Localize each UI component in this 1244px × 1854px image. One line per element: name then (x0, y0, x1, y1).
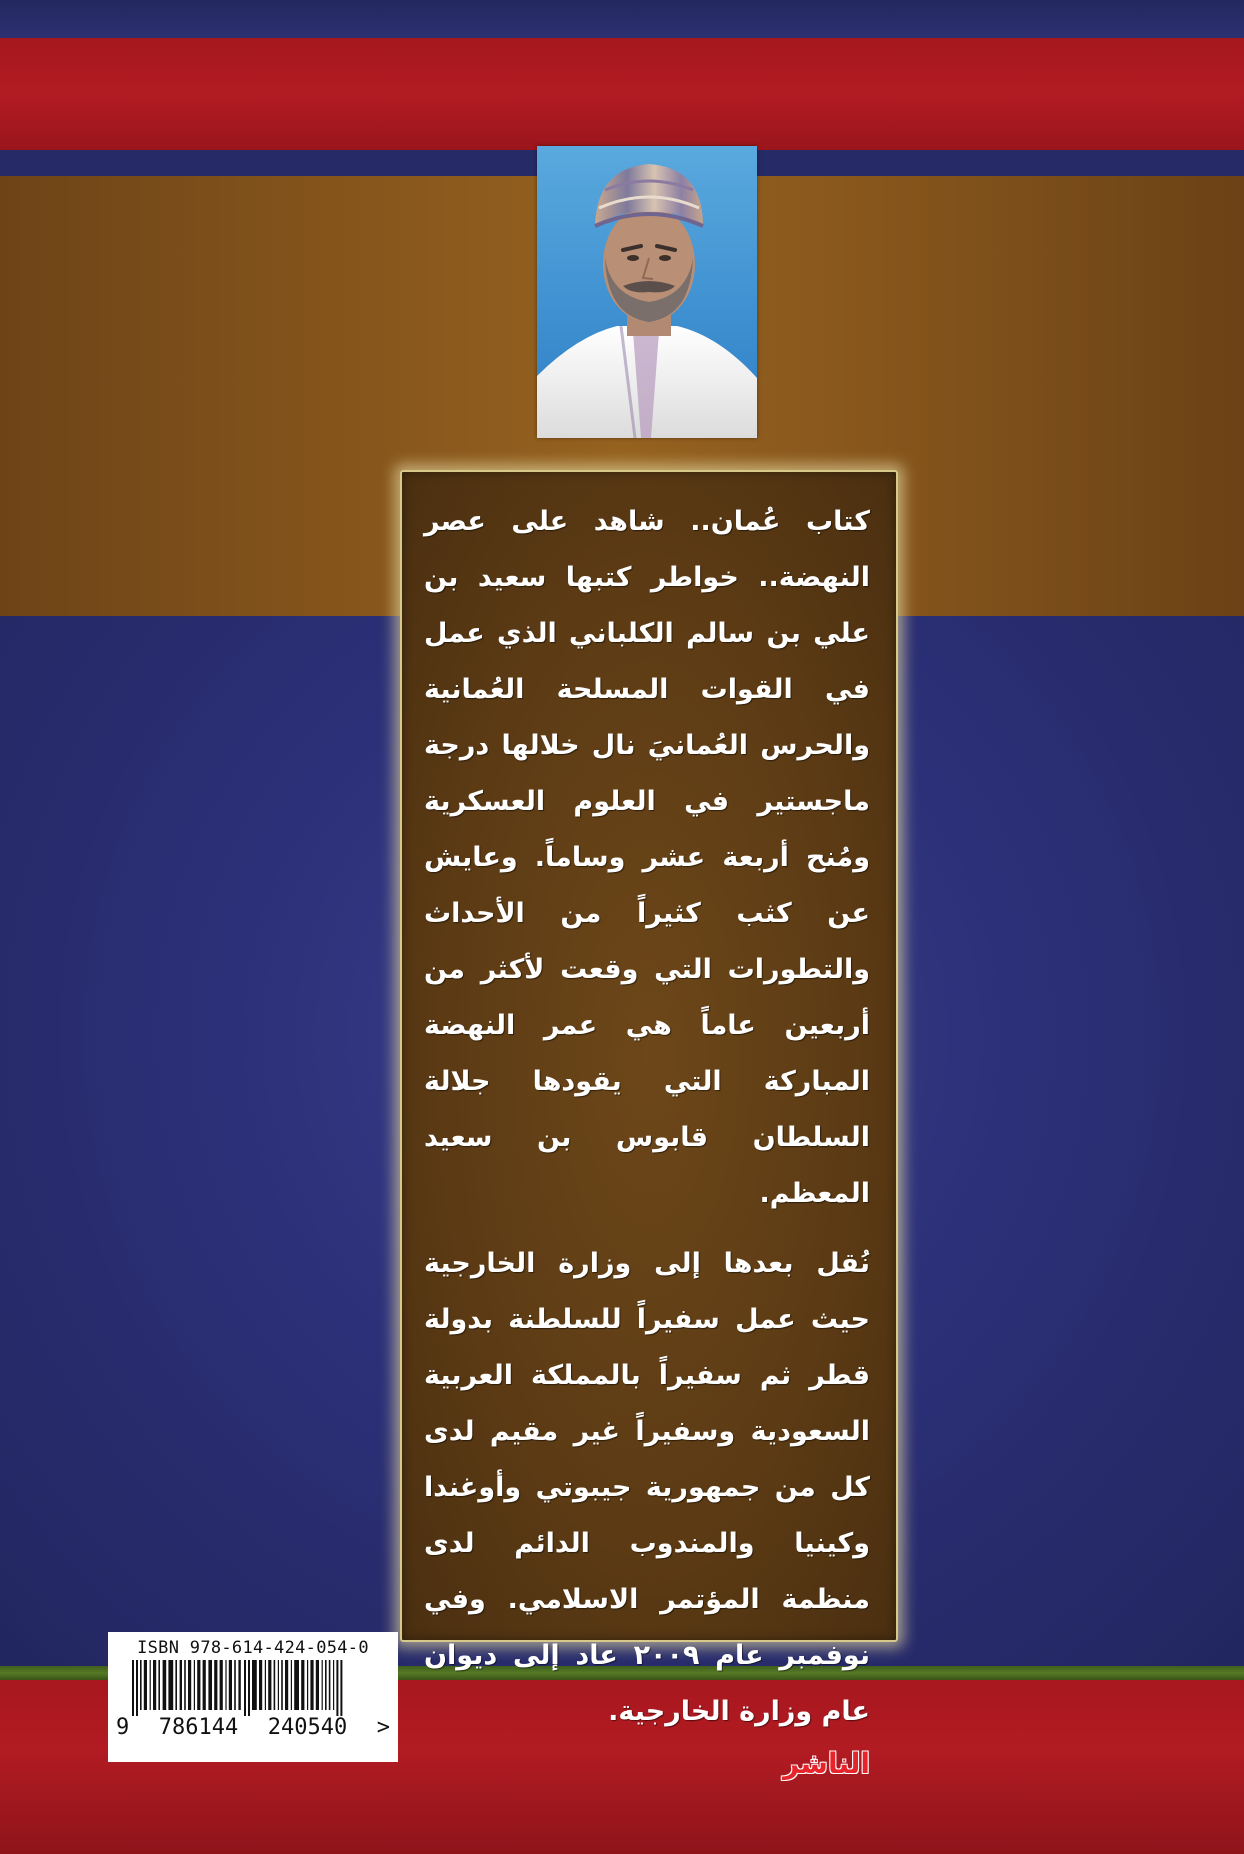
top-red-band (0, 38, 1244, 150)
publisher-signature: الناشر (782, 1747, 870, 1780)
author-portrait-icon (537, 146, 757, 438)
blurb-paragraph-1: كتاب عُمان.. شاهد على عصر النهضة.. خواطر كتبها سعيد بن علي بن سالم الكلباني الذي عمل في القوات المسلحة العُمانية والحرس العُمانيَ نال خلالها درجة ماجستير في العلوم العسكرية ومُنح أربعة عشر وساماً. وعايش عن كثب كثيراً من الأحداث والتطورات التي وقعت لأكثر من أربعين عاماً هي عمر النهضة المباركة التي يقودها جلالة السلطان قابوس بن سعيد المعظم. (424, 506, 870, 1209)
barcode-right-digits: 240540 (267, 1715, 348, 1740)
barcode-lead-digit: 9 (116, 1715, 130, 1740)
isbn-barcode (108, 1632, 398, 1762)
isbn-label: ISBN 978-614-424-054-0 (137, 1638, 369, 1658)
blurb-panel (400, 470, 898, 1780)
top-navy-band (0, 0, 1244, 38)
barcode-digits (114, 1716, 392, 1740)
barcode-bars-icon (118, 1660, 388, 1716)
barcode-left-digits: 786144 (158, 1715, 239, 1740)
author-photo (537, 146, 757, 438)
blurb-paragraph-2: نُقل بعدها إلى وزارة الخارجية حيث عمل سفيراً للسلطنة بدولة قطر ثم سفيراً بالمملكة العربية السعودية وسفيراً غير مقيم لدى كل من جمهورية جيبوتي وأوغندا وكينيا والمندوب الدائم لدى منظمة المؤتمر الاسلامي. وفي نوفمبر عام ٢٠٠٩ عاد إلى ديوان عام وزارة الخارجية. (424, 1248, 870, 1727)
barcode-trail-mark: > (376, 1715, 390, 1740)
